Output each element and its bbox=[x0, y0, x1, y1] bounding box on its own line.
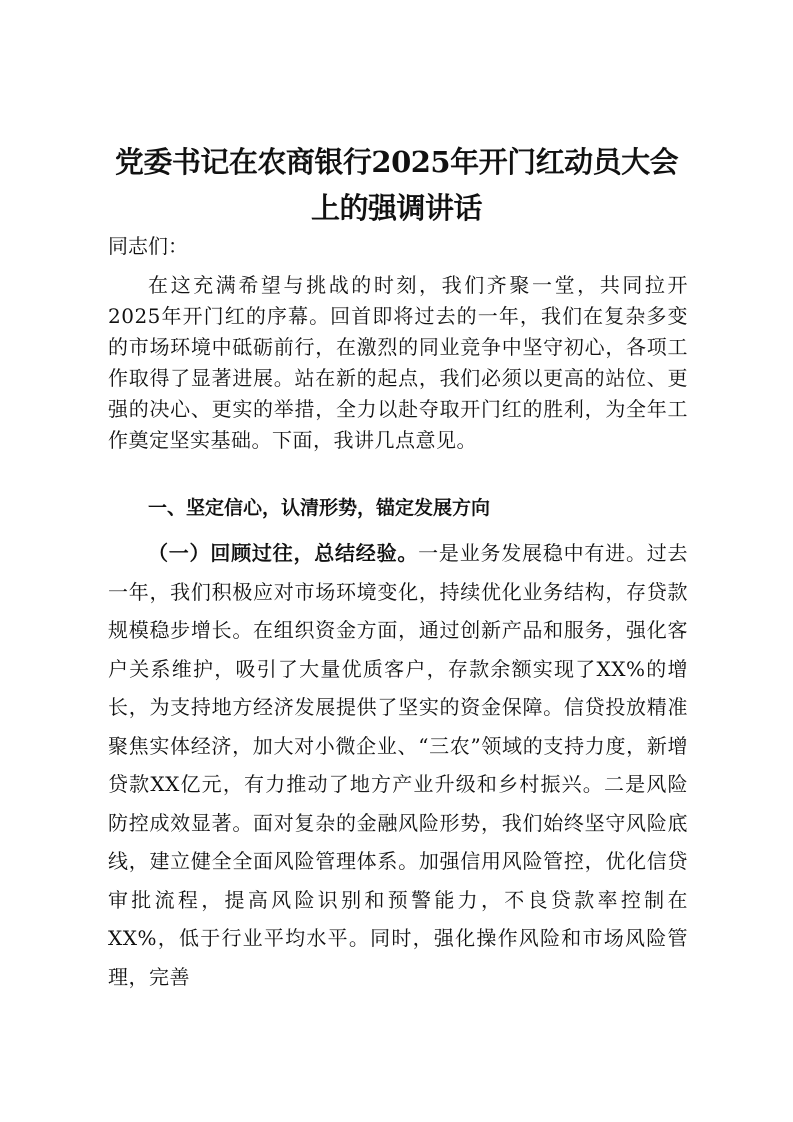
salutation: 同志们： bbox=[108, 234, 188, 258]
document-title-line-2: 上的强调讲话 bbox=[310, 191, 482, 225]
document-title-line-1: 党委书记在农商银行2025年开门红动员大会 bbox=[114, 145, 679, 179]
subheading-1: （一）回顾过往，总结经验。 bbox=[148, 541, 419, 565]
section-1-paragraph bbox=[108, 534, 688, 996]
section-1-paragraph-text: 一是业务发展稳中有进。过去一年，我们积极应对市场环境变化，持续优化业务结构，存贷款规模稳步增长。在组织资金方面，通过创新产品和服务，强化客户关系维护，吸引了大量优质客户，存款余额实现了XX%的增长，为支持地方经济发展提供了坚实的资金保障。信贷投放精准聚焦实体经济，加大对小微企业、“三农”领域的支持力度，新增贷款XX亿元，有力推动了地方产业升级和乡村振兴。二是风险防控成效显著。面对复杂的金融风险形势，我们始终坚守风险底线，建立健全全面风险管理体系。加强信用风险管控，优化信贷审批流程，提高风险识别和预警能力，不良贷款率控制在XX%，低于行业平均水平。同时，强化操作风险和市场风险管理，完善 bbox=[108, 541, 689, 989]
section-heading-1: 一、坚定信心，认清形势，锚定发展方向 bbox=[148, 497, 491, 519]
opening-paragraph: 在这充满希望与挑战的时刻，我们齐聚一堂，共同拉开2025年开门红的序幕。回首即将过去的一年，我们在复杂多变的市场环境中砥砺前行，在激烈的同业竞争中坚守初心，各项工作取得了显著进展。站在新的起点，我们必须以更高的站位、更强的决心、更实的举措，全力以赴夺取开门红的胜利，为全年工作奠定坚实基础。下面，我讲几点意见。 bbox=[108, 273, 688, 452]
